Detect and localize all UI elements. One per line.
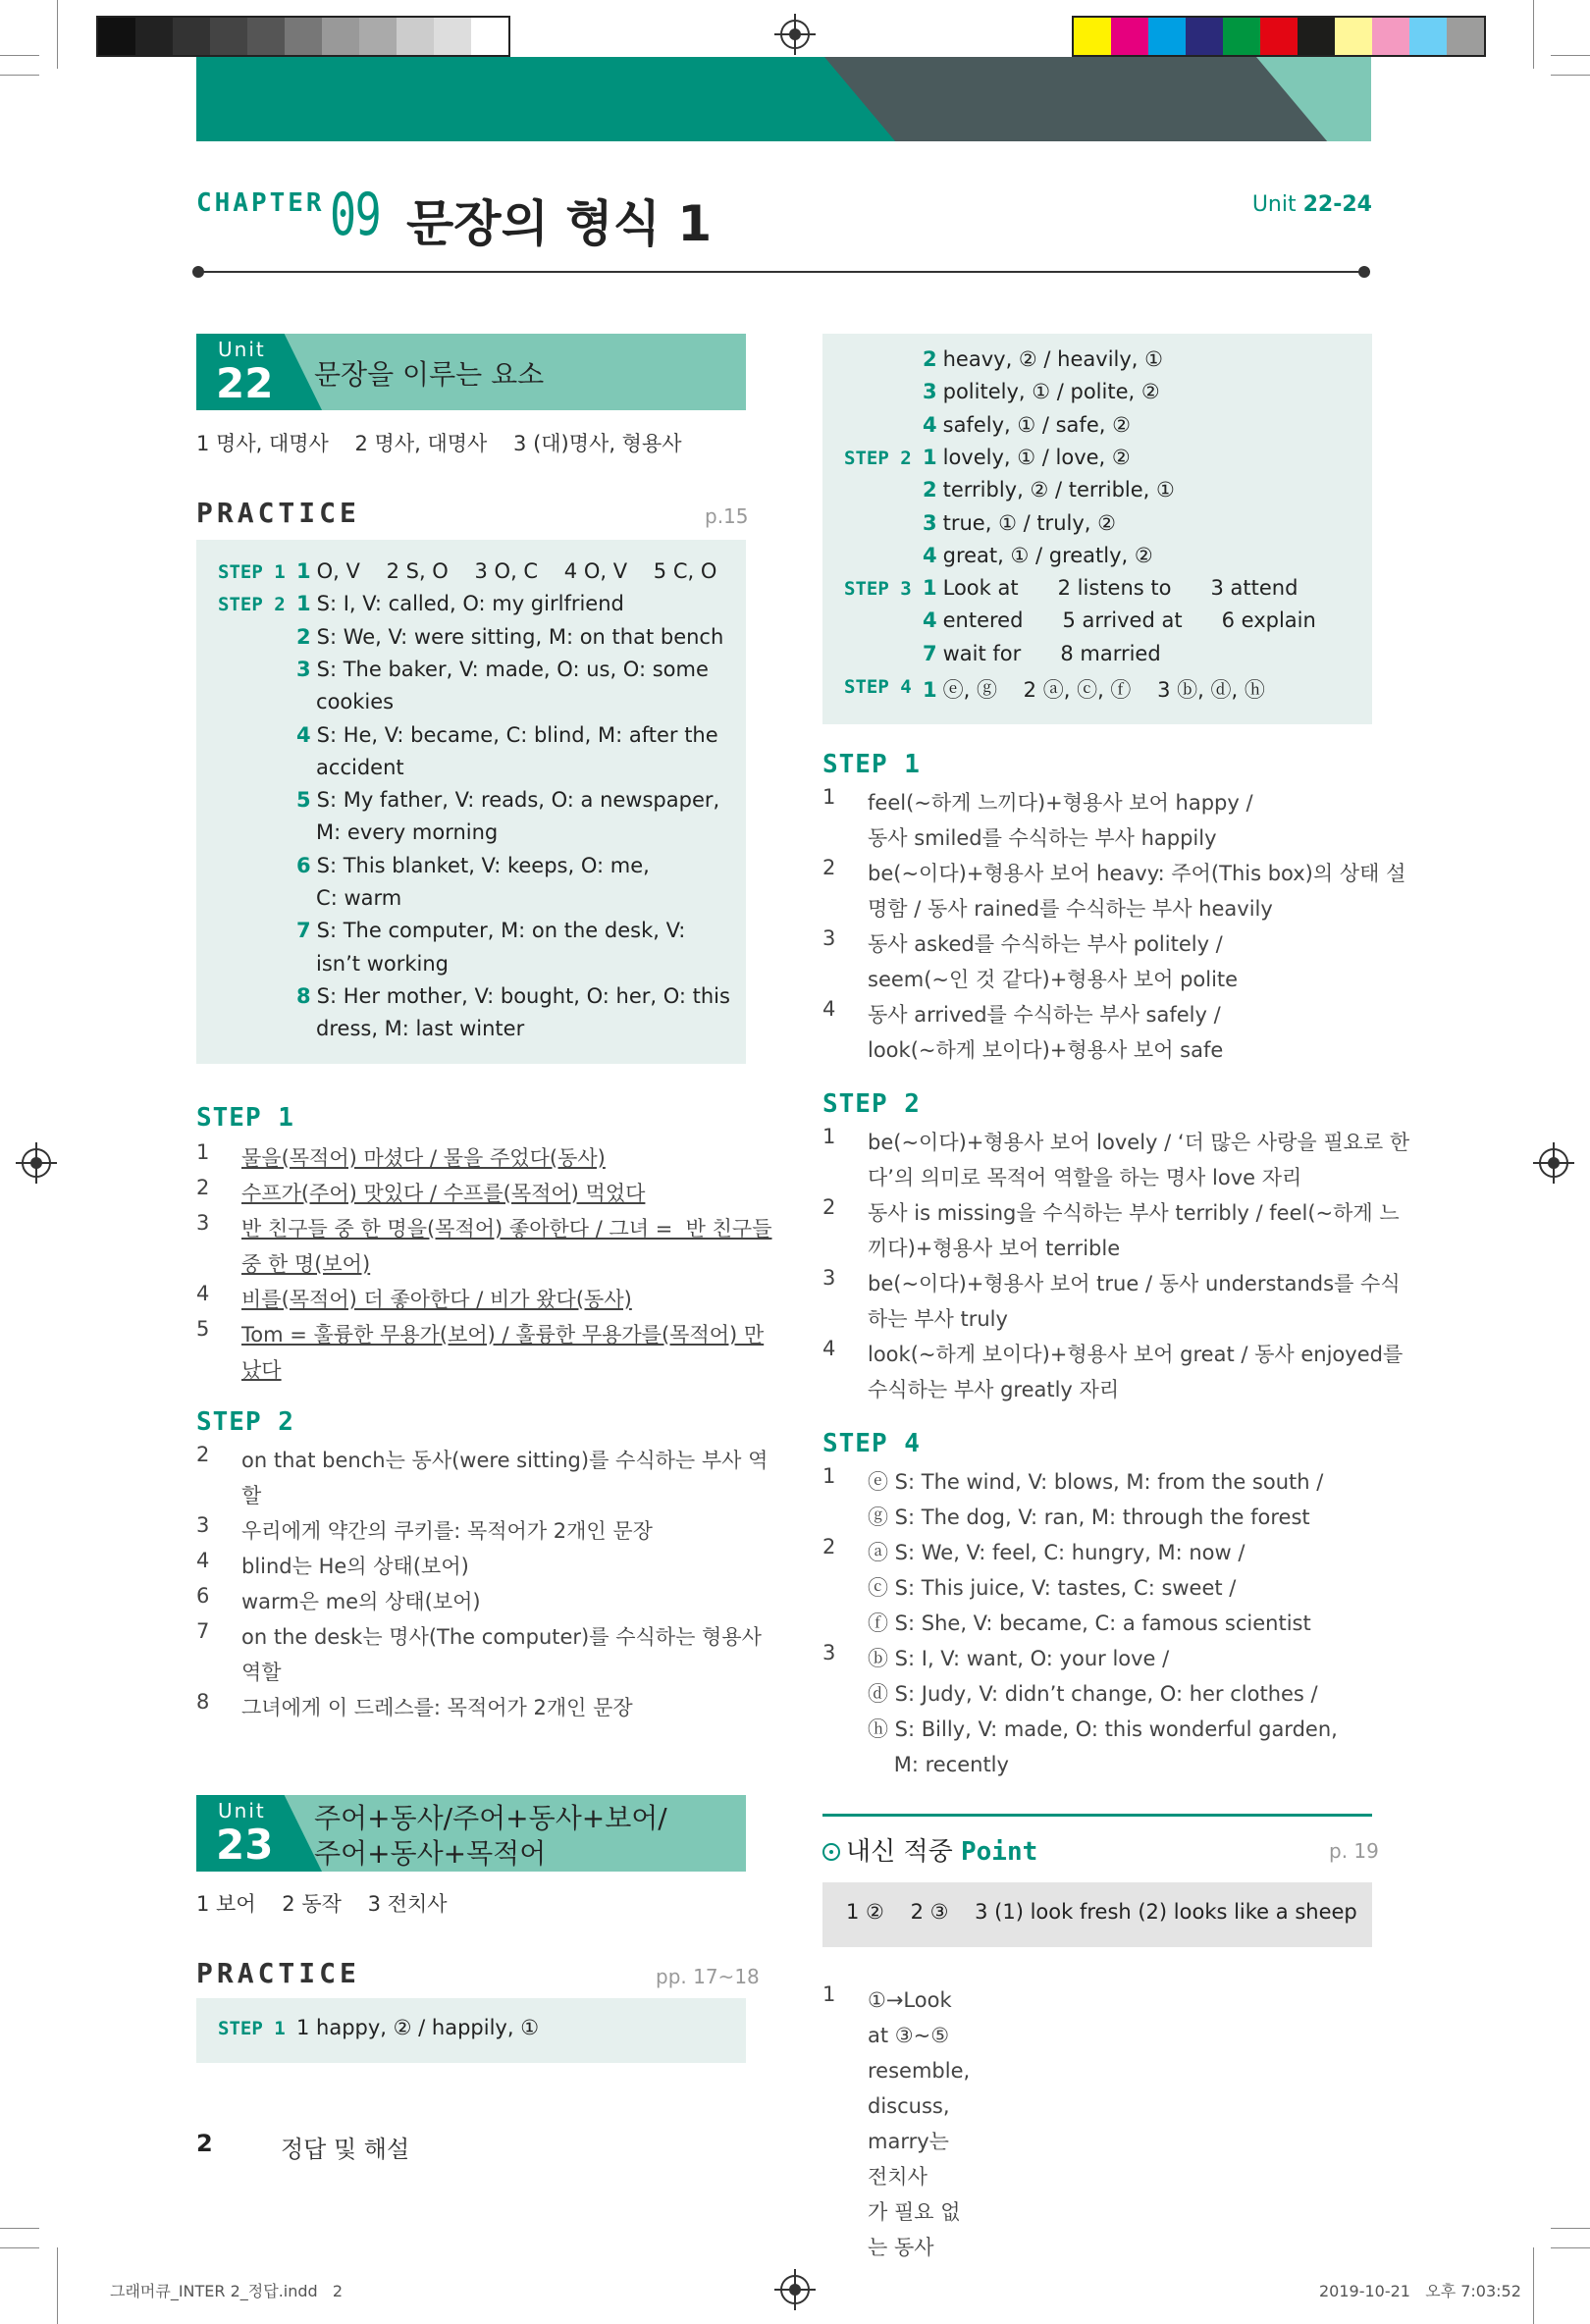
crop-mark <box>0 75 39 76</box>
step-heading: STEP 1 <box>822 750 921 779</box>
step-heading: STEP 4 <box>822 1429 921 1458</box>
answer-line: 1 S: I, V: called, O: my girlfriend <box>296 592 624 616</box>
answer-line: 4 S: He, V: became, C: blind, M: after the <box>296 722 718 747</box>
answer-line: 1 Look at 2 listens to 3 attend <box>923 576 1298 601</box>
answer-line: 1 lovely, ① / love, ② <box>923 445 1131 469</box>
step-heading: STEP 2 <box>196 1407 294 1437</box>
crop-mark <box>1533 0 1534 69</box>
answer-line: M: every morning <box>296 820 499 845</box>
unit-range: Unit 22-24 <box>1251 192 1372 217</box>
crop-mark <box>1533 2247 1534 2324</box>
crop-mark <box>0 55 39 56</box>
unit-summary: 1 명사, 대명사 2 명사, 대명사 3 (대)명사, 형용사 <box>196 432 682 455</box>
crop-mark <box>1551 75 1590 76</box>
step-label: STEP 2 <box>218 594 286 616</box>
answer-line: 5 S: My father, V: reads, O: a newspaper, <box>296 788 720 813</box>
answer-line: accident <box>296 755 404 779</box>
unit-summary: 1 보어 2 동작 3 전치사 <box>196 1892 448 1916</box>
answer-line: dress, M: last winter <box>296 1017 525 1041</box>
color-swatch <box>285 18 322 55</box>
color-swatch <box>1298 18 1335 55</box>
answer-line: 8 S: Her mother, V: bought, O: her, O: this <box>296 983 730 1008</box>
step-label: STEP 1 <box>218 561 286 583</box>
answer-line: 3 S: The baker, V: made, O: us, O: some <box>296 657 709 681</box>
color-swatch <box>359 18 397 55</box>
answer-line: 2 heavy, ② / heavily, ① <box>923 347 1163 371</box>
registration-mark-icon <box>780 20 810 49</box>
unit-23-banner: Unit 23 주어+동사/주어+동사+보어/ 주어+동사+목적어 <box>196 1795 746 1872</box>
unit-title: 주어+동사/주어+동사+보어/ <box>314 1802 667 1834</box>
gray-ramp-bar <box>96 16 510 57</box>
crop-mark <box>1551 55 1590 56</box>
color-swatch <box>1074 18 1111 55</box>
color-swatch <box>1372 18 1409 55</box>
header-rule <box>196 271 1366 273</box>
answer-line: C: warm <box>296 886 402 910</box>
crop-mark <box>57 2247 58 2324</box>
unit-title: 문장을 이루는 요소 <box>314 358 545 391</box>
practice-answer-panel <box>822 334 1372 724</box>
unit-title: 주어+동사+목적어 <box>314 1837 547 1870</box>
registration-mark-icon <box>22 1148 51 1178</box>
registration-mark-icon <box>780 2275 810 2304</box>
color-swatch <box>1111 18 1148 55</box>
crop-mark <box>0 2228 39 2229</box>
point-answer-box: 1 ② 2 ③ 3 (1) look fresh (2) looks like a sheep <box>822 1882 1372 1947</box>
answer-line: 4 great, ① / greatly, ② <box>923 543 1153 567</box>
answer-line: 4 entered 5 arrived at 6 explain <box>923 608 1316 633</box>
answer-line: 1 O, V 2 S, O 3 O, C 4 O, V 5 C, O <box>296 559 717 583</box>
chapter-title: 문장의 형식 1 <box>406 195 713 252</box>
practice-answer-panel: STEP 1 1 happy, ② / happily, ① <box>196 1998 746 2063</box>
color-swatch <box>1223 18 1260 55</box>
timestamp: 2019-10-21 오후 7:03:52 <box>1319 2282 1521 2300</box>
practice-heading: PRACTICE <box>196 497 360 529</box>
color-swatch <box>1148 18 1186 55</box>
crop-mark <box>0 2247 39 2248</box>
page-reference: p. 19 <box>1329 1839 1379 1863</box>
color-swatch <box>1335 18 1372 55</box>
unit-22-banner: Unit 22 문장을 이루는 요소 <box>196 334 746 410</box>
answer-line: isn’t working <box>296 951 449 976</box>
chapter-label: CHAPTER <box>196 188 325 218</box>
color-swatch <box>1260 18 1298 55</box>
color-swatch <box>322 18 359 55</box>
answer-line: cookies <box>296 690 395 714</box>
crop-mark <box>1551 2228 1590 2229</box>
answer-line: 2 S: We, V: were sitting, M: on that bench <box>296 624 724 649</box>
practice-answer-panel <box>196 540 746 1064</box>
color-swatch <box>135 18 173 55</box>
answer-line: 1 ⓔ, ⓖ 2 ⓐ, ⓒ, ⓕ 3 ⓑ, ⓓ, ⓗ <box>923 678 1265 702</box>
header-band <box>196 57 1371 141</box>
page-number: 2 <box>196 2130 213 2157</box>
answer-line: 4 safely, ① / safe, ② <box>923 412 1131 437</box>
registration-mark-icon <box>1539 1148 1568 1178</box>
color-swatch <box>1447 18 1484 55</box>
answer-line: 7 S: The computer, M: on the desk, V: <box>296 919 686 943</box>
target-icon <box>822 1843 840 1861</box>
color-swatch <box>434 18 471 55</box>
answer-line: 3 true, ① / truly, ② <box>923 510 1116 535</box>
step-label: STEP 2 <box>844 447 912 469</box>
color-ramp-bar <box>1072 16 1486 57</box>
color-swatch <box>1186 18 1223 55</box>
step-label: STEP 3 <box>844 578 912 601</box>
point-rule <box>822 1814 1372 1817</box>
color-swatch <box>210 18 247 55</box>
point-heading: 내신 적중 Point <box>822 1831 1037 1868</box>
answer-line: 3 politely, ① / polite, ② <box>923 380 1160 404</box>
practice-heading: PRACTICE <box>196 1957 360 1989</box>
color-swatch <box>98 18 135 55</box>
crop-mark <box>1551 2247 1590 2248</box>
section-label: 정답 및 해설 <box>281 2136 410 2163</box>
color-swatch <box>173 18 210 55</box>
answer-line: 2 terribly, ② / terrible, ① <box>923 478 1175 502</box>
crop-mark <box>57 0 58 69</box>
color-swatch <box>471 18 508 55</box>
color-swatch <box>397 18 434 55</box>
page-reference: pp. 17~18 <box>656 1965 760 1988</box>
file-name: 그래머큐_INTER 2_정답.indd 2 <box>110 2282 344 2300</box>
page-reference: p.15 <box>705 504 749 528</box>
color-swatch <box>247 18 285 55</box>
step-label: STEP 4 <box>844 676 912 698</box>
step-heading: STEP 1 <box>196 1103 294 1133</box>
step-heading: STEP 2 <box>822 1089 921 1119</box>
answer-line: 7 wait for 8 married <box>923 641 1161 665</box>
answer-line: 6 S: This blanket, V: keeps, O: me, <box>296 853 650 877</box>
color-swatch <box>1409 18 1447 55</box>
chapter-number: 09 <box>330 181 381 249</box>
